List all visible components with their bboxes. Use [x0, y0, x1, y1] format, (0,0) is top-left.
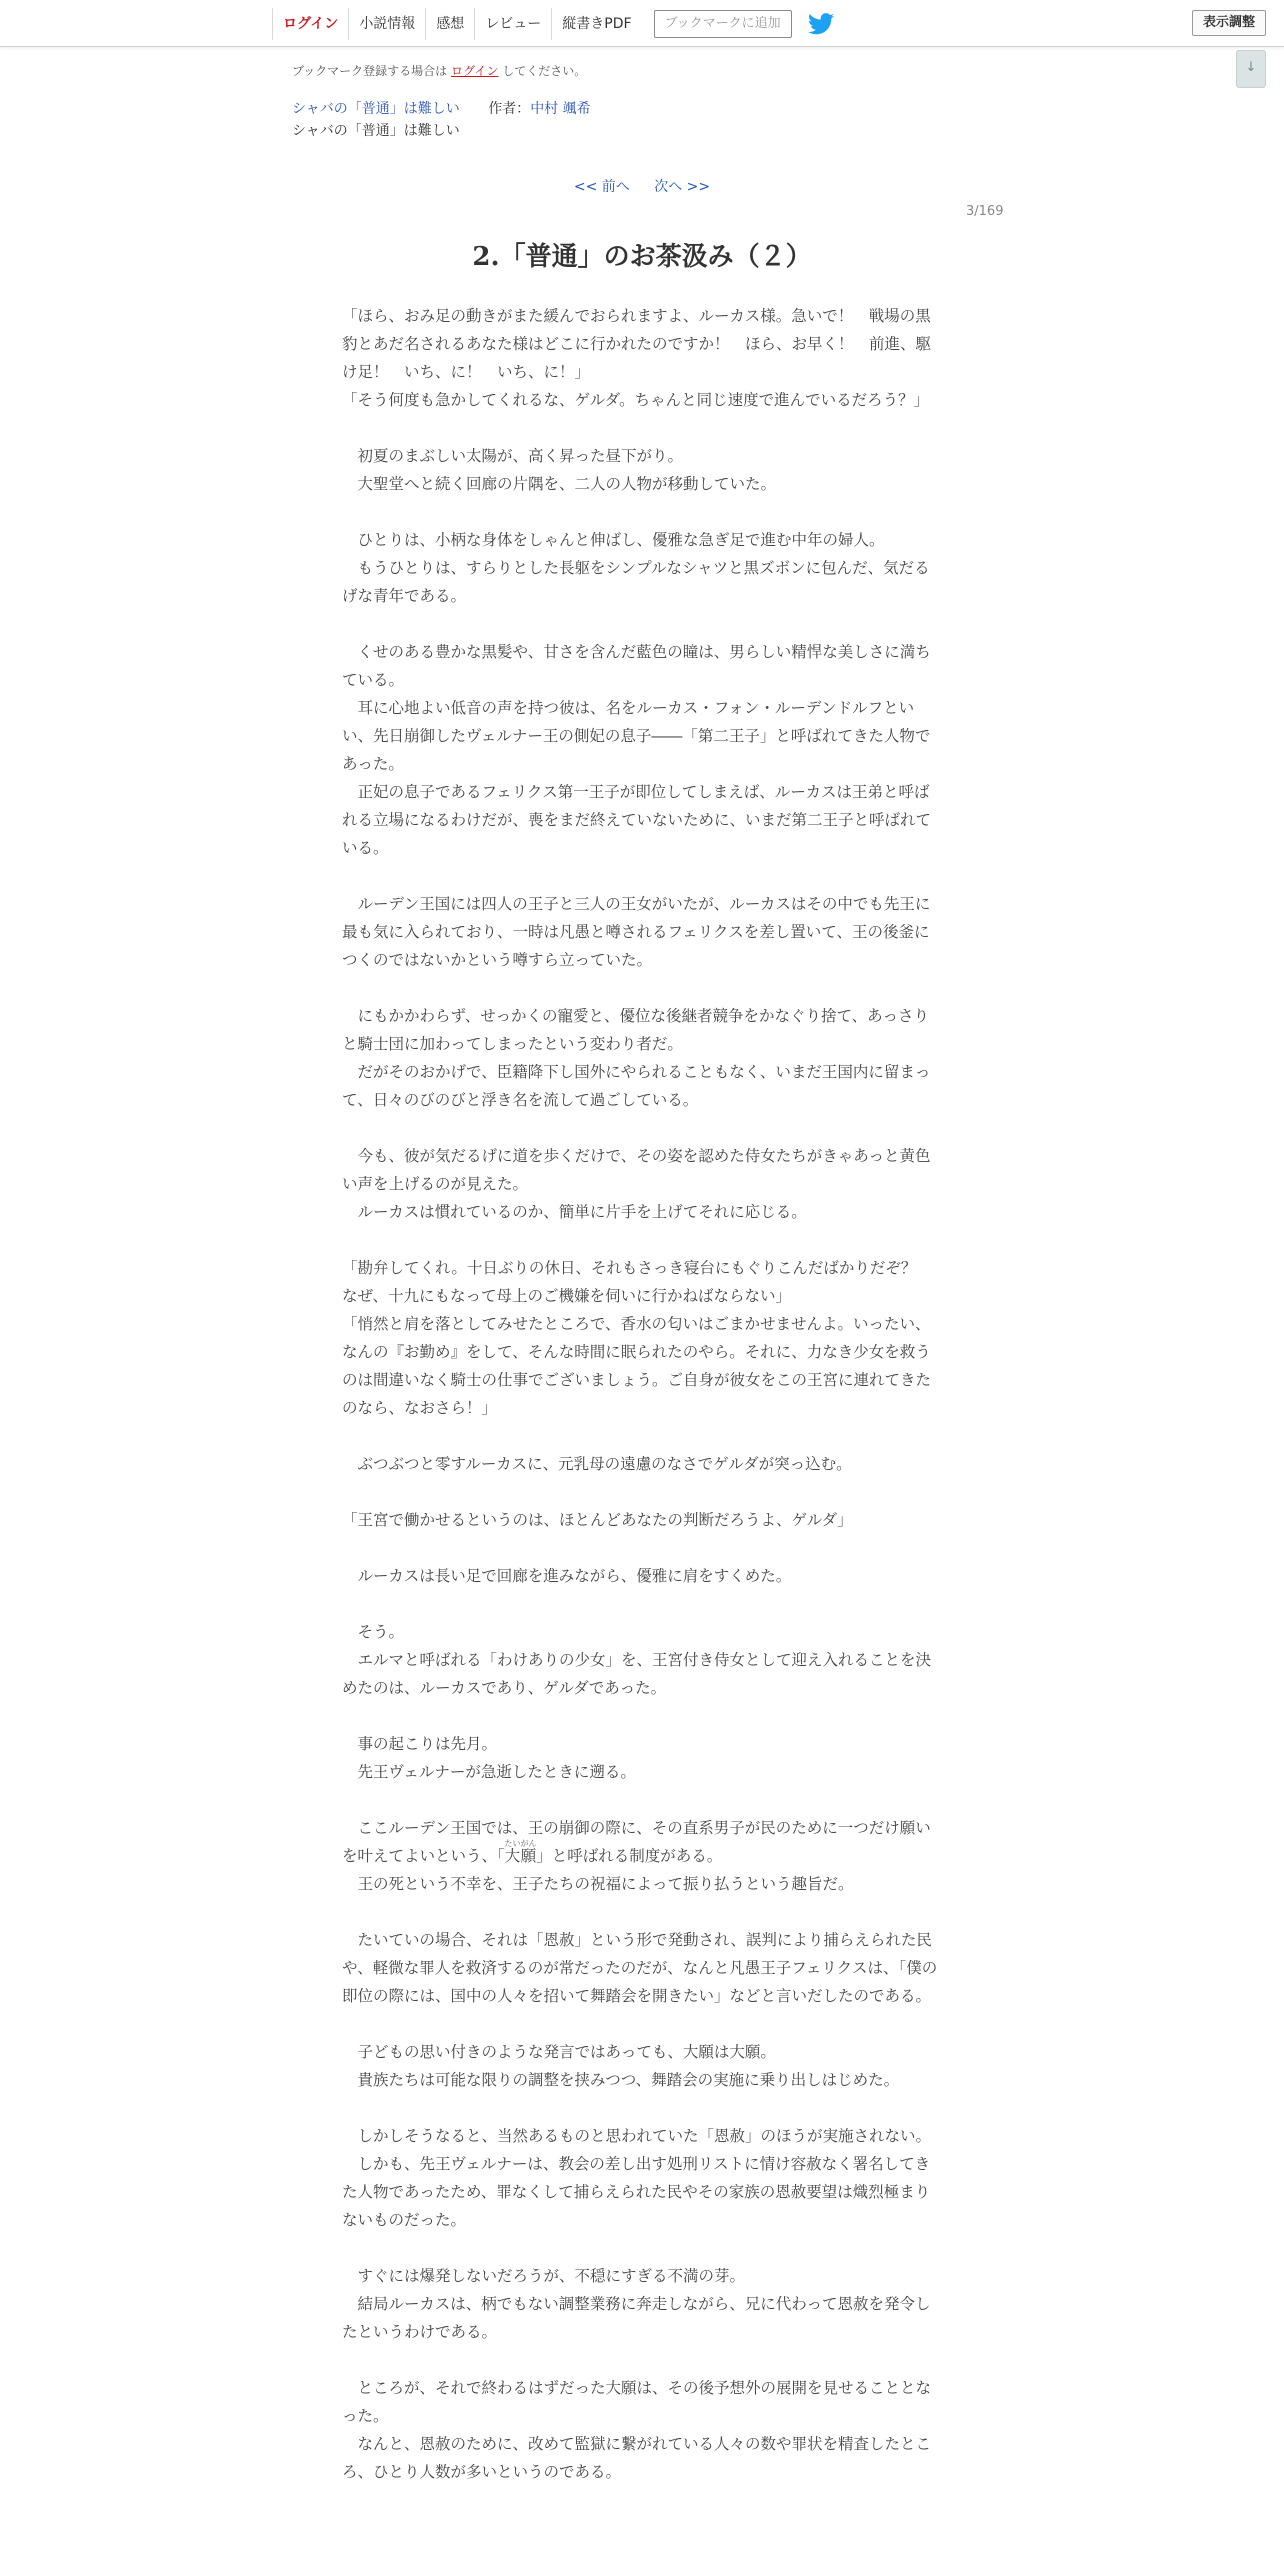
paragraph: たいていの場合、それは「恩赦」という形で発動され、誤判により捕らえられた民や、軽微な罪人を救済するのが常だったのだが、なんと凡愚王子フェリクスは、「僕の即位の際には、国中の人々を招いて舞踏会を開きたい」などと言いだしたのである。	[342, 1931, 938, 2005]
paragraph: 王の死という不幸を、王子たちの祝福によって振り払うという趣旨だ。	[342, 1875, 854, 1893]
nav-menu	[272, 8, 834, 40]
paragraph: 「王宮で働かせるというのは、ほとんどあなたの判断だろうよ、ゲルダ」	[342, 1511, 853, 1529]
paragraph: 先王ヴェルナーが急逝したときに遡る。	[342, 1763, 636, 1781]
paragraph: くせのある豊かな黒髪や、甘さを含んだ藍色の瞳は、男らしい精悍な美しさに満ちている。	[342, 643, 931, 689]
paragraph: そう。	[342, 1623, 405, 1641]
notice-text-after: してください。	[502, 64, 587, 78]
paragraph-break	[342, 1534, 942, 1562]
paragraph-break	[342, 974, 942, 1002]
novel-subtitle: シャバの「普通」は難しい	[292, 123, 460, 139]
paragraph: だがそのおかげで、臣籍降下し国外にやられることもなく、いまだ王国内に留まって、日々のびのびと浮き名を流して過ごしている。	[342, 1063, 931, 1109]
top-navigation-bar	[0, 0, 1284, 47]
nav-impressions-link[interactable]: 感想	[425, 8, 474, 40]
paragraph: ルーカスは長い足で回廊を進みながら、優雅に肩をすくめた。	[342, 1567, 792, 1585]
next-chapter-link[interactable]: 次へ >>	[654, 179, 711, 195]
paragraph-break	[342, 414, 942, 442]
paragraph-text: 」と呼ばれる制度がある。	[536, 1847, 723, 1865]
novel-meta	[292, 98, 591, 118]
paragraph: ぶつぶつと零すルーカスに、元乳母の遠慮のなさでゲルダが突っ込む。	[342, 1455, 852, 1473]
ruby-annotation: 大願たいがん	[504, 1839, 537, 1865]
bookmark-login-notice	[292, 62, 586, 79]
twitter-bird-icon[interactable]	[808, 13, 834, 35]
paragraph-text: ここルーデン王国では、王の崩御の際に、その直系男子が民のために一つだけ願いを叶えてよいという、「	[342, 1819, 931, 1865]
paragraph: 貴族たちは可能な限りの調整を挟みつつ、舞踏会の実施に乗り出しはじめた。	[342, 2071, 900, 2089]
paragraph: ところが、それで終わるはずだった大願は、その後予想外の展開を見せることとなった。	[342, 2379, 932, 2425]
author-label: 作者：	[488, 101, 531, 117]
paragraph-break	[342, 862, 942, 890]
novel-title-link[interactable]: シャバの「普通」は難しい	[292, 101, 460, 117]
chapter-pager	[0, 176, 1284, 196]
paragraph: 「勘弁してくれ。十日ぶりの休日、それもさっき寝台にもぐりこんだばかりだぞ？ なぜ、十九にもなって母上のご機嫌を伺いに行かねばならない」	[342, 1259, 932, 1305]
paragraph: 「悄然と肩を落としてみせたところで、香水の匂いはごまかせませんよ。いったい、なんの『お勤め』をして、そんな時間に眠られたのやら。それに、力なき少女を救うのは間違いなく騎士の仕事でございましょう。ご自身が彼女をこの王宮に連れてきたのなら、なおさら！」	[342, 1315, 932, 1417]
notice-text-before: ブックマーク登録する場合は	[292, 64, 448, 78]
nav-login-link[interactable]: ログイン	[272, 8, 348, 40]
paragraph: 大聖堂へと続く回廊の片隅を、二人の人物が移動していた。	[342, 475, 777, 493]
paragraph: ルーデン王国には四人の王子と三人の王女がいたが、ルーカスはその中でも先王に最も気に入られており、一時は凡愚と噂されるフェリクスを差し置いて、王の後釜につくのではないかという噂すら立っていた。	[342, 895, 931, 969]
paragraph-break	[342, 2094, 942, 2122]
paragraph-break	[342, 1478, 942, 1506]
notice-login-link[interactable]: ログイン	[451, 64, 499, 78]
paragraph: 「ほら、おみ足の動きがまた緩んでおられますよ、ルーカス様。急いで！ 戦場の黒豹とあだ名されるあなた様はどこに行かれたのですか！ ほら、お早く！ 前進、駆け足！ いち、に！ いち、に！」	[342, 307, 932, 381]
paragraph: ルーカスは慣れているのか、簡単に片手を上げてそれに応じる。	[342, 1203, 807, 1221]
paragraph: なんと、恩赦のために、改めて監獄に繋がれている人々の数や罪状を精査したところ、ひとり人数が多いというのである。	[342, 2435, 932, 2481]
paragraph-break	[342, 610, 942, 638]
display-settings-button[interactable]: 表示調整	[1192, 10, 1266, 36]
paragraph-break	[342, 1786, 942, 1814]
nav-vertical-pdf-link[interactable]: 縦書きPDF	[551, 8, 641, 40]
paragraph-break	[342, 2346, 942, 2374]
prev-chapter-link[interactable]: << 前へ	[573, 179, 630, 195]
paragraph: 耳に心地よい低音の声を持つ彼は、名をルーカス・フォン・ルーデンドルフといい、先日崩御したヴェルナー王の側妃の息子――「第二王子」と呼ばれてきた人物であった。	[342, 699, 931, 773]
paragraph: しかしそうなると、当然あるものと思われていた「恩赦」のほうが実施されない。	[342, 2127, 932, 2145]
paragraph-break	[342, 1114, 942, 1142]
paragraph-break	[342, 1590, 942, 1618]
paragraph-break	[342, 2234, 942, 2262]
paragraph-break	[342, 1422, 942, 1450]
paragraph: ひとりは、小柄な身体をしゃんと伸ばし、優雅な急ぎ足で進む中年の婦人。	[342, 531, 885, 549]
nav-review-link[interactable]: レビュー	[474, 8, 551, 40]
paragraph: 正妃の息子であるフェリクス第一王子が即位してしまえば、ルーカスは王弟と呼ばれる立場になるわけだが、喪をまだ終えていないために、いまだ第二王子と呼ばれている。	[342, 783, 932, 857]
paragraph: 「そう何度も急かしてくれるな、ゲルダ。ちゃんと同じ速度で進んでいるだろう？」	[342, 391, 930, 409]
paragraph-break	[342, 498, 942, 526]
chapter-title: 2.「普通」のお茶汲み（２）	[472, 242, 812, 272]
ruby-reading: たいがん	[504, 1839, 537, 1848]
paragraph: 事の起こりは先月。	[342, 1735, 498, 1753]
add-bookmark-button[interactable]: ブックマークに追加	[654, 10, 792, 38]
paragraph: にもかかわらず、せっかくの寵愛と、優位な後継者競争をかなぐり捨て、あっさりと騎士団に加わってしまったという変わり者だ。	[342, 1007, 929, 1053]
paragraph: 結局ルーカスは、柄でもない調整業務に奔走しながら、兄に代わって恩赦を発令したというわけである。	[342, 2295, 931, 2341]
paragraph-break	[342, 1898, 942, 1926]
paragraph	[342, 1814, 942, 1870]
chapter-body	[342, 302, 942, 2486]
paragraph: しかも、先王ヴェルナーは、教会の差し出す処刑リストに情け容赦なく署名してきた人物であったため、罪なくして捕らえられた民やその家族の恩赦要望は熾烈極まりないものだった。	[342, 2155, 931, 2229]
author-link[interactable]: 中村 颯希	[530, 101, 591, 117]
paragraph: 子どもの思い付きのような発言ではあっても、大願は大願。	[342, 2043, 776, 2061]
paragraph-break	[342, 1702, 942, 1730]
paragraph-break	[342, 1226, 942, 1254]
paragraph: エルマと呼ばれる「わけありの少女」を、王宮付き侍女として迎え入れることを決めたのは、ルーカスであり、ゲルダであった。	[342, 1651, 932, 1697]
paragraph: もうひとりは、すらりとした長躯をシンプルなシャツと黒ズボンに包んだ、気だるげな青年である。	[342, 559, 930, 605]
chapter-count: 3/169	[966, 204, 1004, 219]
nav-novel-info-link[interactable]: 小説情報	[348, 8, 425, 40]
scroll-down-button[interactable]: ↓	[1236, 50, 1266, 88]
paragraph: 初夏のまぶしい太陽が、高く昇った昼下がり。	[342, 447, 684, 465]
paragraph: すぐには爆発しないだろうが、不穏にすぎる不満の芽。	[342, 2267, 746, 2285]
paragraph: 今も、彼が気だるげに道を歩くだけで、その姿を認めた侍女たちがきゃあっと黄色い声を上げるのが見えた。	[342, 1147, 931, 1193]
paragraph-break	[342, 2010, 942, 2038]
